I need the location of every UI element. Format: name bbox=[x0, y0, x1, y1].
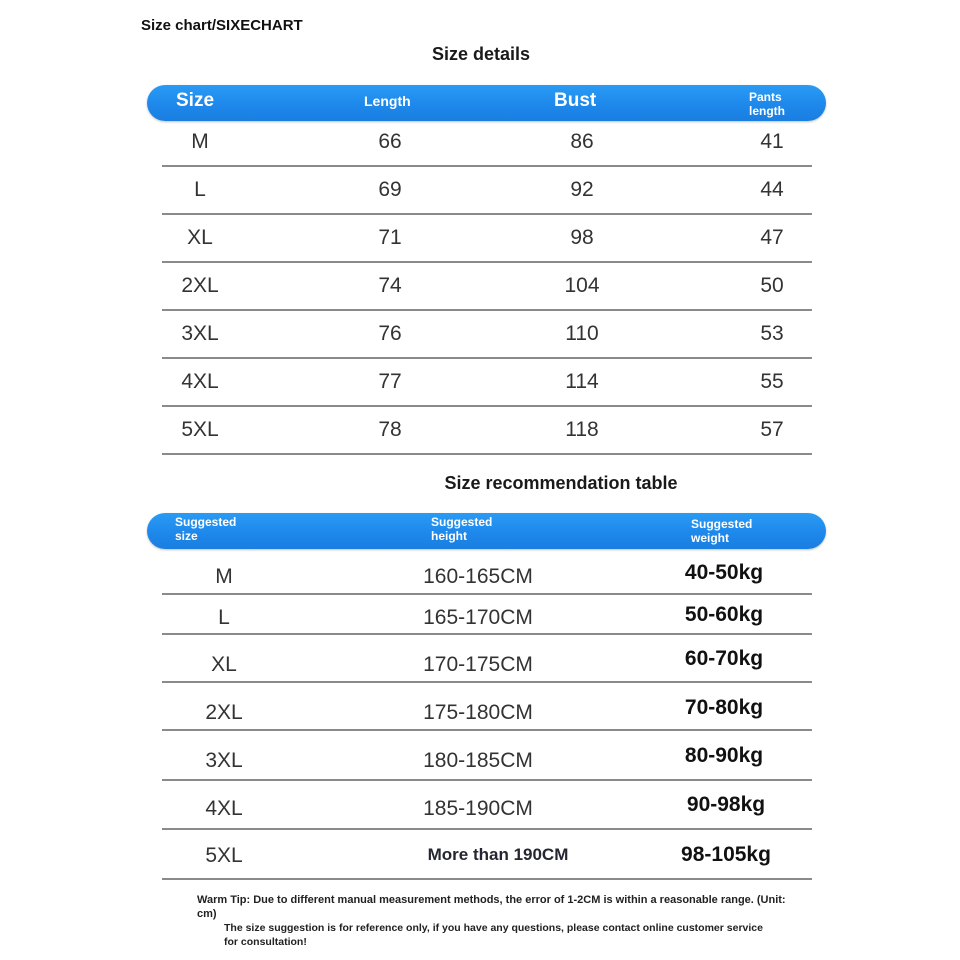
table-row bbox=[162, 262, 812, 311]
table-cell-pants-length: 47 bbox=[760, 226, 784, 249]
page-title: Size chart/SIXECHART bbox=[141, 17, 303, 34]
size-details-title: Size details bbox=[431, 44, 531, 64]
table-row bbox=[162, 549, 812, 595]
column-header-pants-length: Pants length bbox=[749, 90, 785, 118]
table-row bbox=[162, 731, 812, 781]
table-cell-weight: 98-105kg bbox=[681, 843, 771, 866]
table-cell-height: 175-180CM bbox=[423, 701, 533, 724]
table-row bbox=[162, 683, 812, 731]
table-cell-length: 71 bbox=[378, 226, 402, 249]
size-details-header bbox=[147, 85, 826, 121]
table-cell-bust: 110 bbox=[565, 322, 599, 345]
table-row bbox=[162, 214, 812, 263]
table-cell-bust: 98 bbox=[570, 226, 594, 249]
table-cell-pants-length: 50 bbox=[760, 274, 784, 297]
table-cell-size: 5XL bbox=[181, 418, 219, 441]
table-cell-height: 170-175CM bbox=[423, 653, 533, 676]
table-cell-height: More than 190CM bbox=[427, 845, 569, 864]
table-cell-size: 3XL bbox=[205, 749, 243, 772]
table-row bbox=[162, 635, 812, 683]
table-cell-length: 77 bbox=[378, 370, 402, 393]
table-cell-weight: 40-50kg bbox=[684, 561, 764, 584]
column-header-bust: Bust bbox=[554, 90, 597, 111]
table-row bbox=[162, 781, 812, 830]
table-cell-weight: 70-80kg bbox=[684, 696, 764, 719]
table-cell-size: 3XL bbox=[181, 322, 219, 345]
table-cell-pants-length: 53 bbox=[760, 322, 784, 345]
table-cell-pants-length: 44 bbox=[760, 178, 784, 201]
table-cell-pants-length: 41 bbox=[760, 130, 784, 153]
table-cell-height: 165-170CM bbox=[423, 606, 533, 629]
table-row bbox=[162, 830, 812, 880]
table-cell-bust: 86 bbox=[570, 130, 594, 153]
table-cell-weight: 90-98kg bbox=[686, 793, 766, 816]
table-cell-length: 66 bbox=[378, 130, 402, 153]
table-cell-height: 185-190CM bbox=[423, 797, 533, 820]
table-cell-length: 76 bbox=[378, 322, 402, 345]
size-recommendation-header bbox=[147, 513, 826, 549]
warm-tip-text: Warm Tip: Due to different manual measurement methods, the error of 1-2CM is within a reasonable range. (Unit: cm) bbox=[197, 894, 786, 920]
column-header-suggested-height: Suggested height bbox=[431, 515, 493, 543]
table-row bbox=[162, 166, 812, 215]
table-cell-size: 2XL bbox=[205, 701, 243, 724]
table-cell-size: XL bbox=[211, 653, 237, 676]
table-cell-size: L bbox=[218, 606, 230, 629]
table-cell-length: 74 bbox=[378, 274, 402, 297]
reference-note-text: The size suggestion is for reference only, if you have any questions, please contact online customer service for consultation! bbox=[224, 922, 763, 948]
column-header-suggested-size: Suggested size bbox=[175, 515, 237, 543]
table-cell-bust: 114 bbox=[565, 370, 599, 393]
table-cell-weight: 60-70kg bbox=[684, 647, 764, 670]
table-row bbox=[162, 310, 812, 359]
column-header-suggested-weight: Suggested weight bbox=[691, 517, 753, 545]
table-cell-height: 160-165CM bbox=[423, 565, 533, 588]
table-cell-weight: 50-60kg bbox=[684, 603, 764, 626]
table-cell-size: M bbox=[215, 565, 233, 588]
table-cell-bust: 118 bbox=[565, 418, 599, 441]
table-cell-size: M bbox=[191, 130, 209, 153]
size-recommendation-title: Size recommendation table bbox=[444, 473, 678, 493]
table-cell-weight: 80-90kg bbox=[684, 744, 764, 767]
table-cell-length: 78 bbox=[378, 418, 402, 441]
table-row bbox=[162, 358, 812, 407]
table-cell-size: 2XL bbox=[181, 274, 219, 297]
table-row bbox=[162, 406, 812, 455]
table-row bbox=[162, 118, 812, 167]
table-cell-length: 69 bbox=[378, 178, 402, 201]
table-cell-pants-length: 57 bbox=[760, 418, 784, 441]
table-cell-size: 4XL bbox=[205, 797, 243, 820]
table-cell-pants-length: 55 bbox=[760, 370, 784, 393]
column-header-length: Length bbox=[364, 93, 411, 109]
column-header-size: Size bbox=[176, 90, 215, 111]
table-cell-bust: 92 bbox=[570, 178, 594, 201]
table-row bbox=[162, 595, 812, 635]
table-cell-size: 5XL bbox=[205, 844, 243, 867]
table-cell-size: 4XL bbox=[181, 370, 219, 393]
table-cell-height: 180-185CM bbox=[423, 749, 533, 772]
table-cell-size: L bbox=[194, 178, 206, 201]
table-cell-bust: 104 bbox=[564, 274, 600, 297]
table-cell-size: XL bbox=[187, 226, 213, 249]
